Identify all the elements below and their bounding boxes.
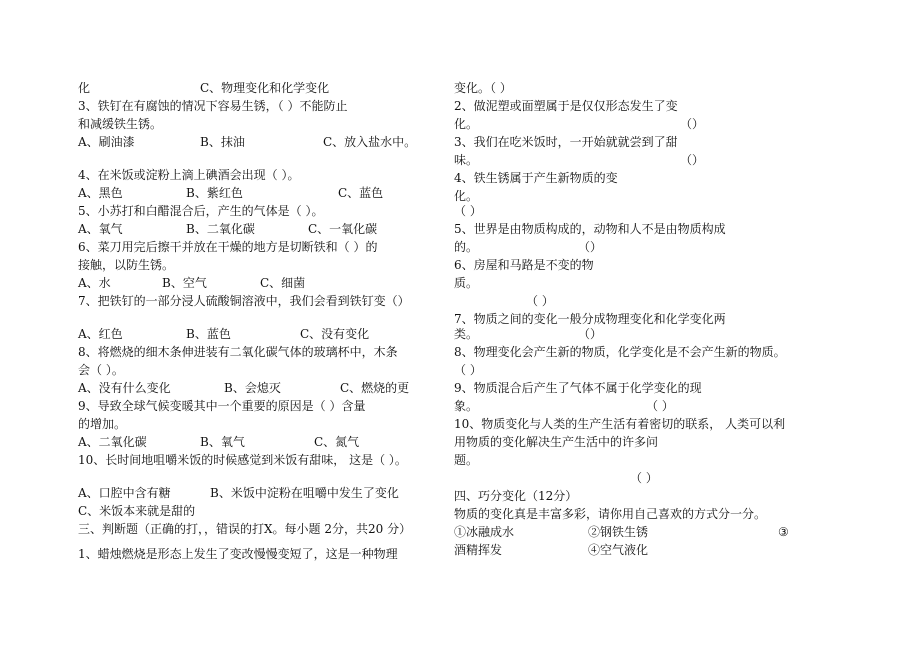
question-8: 8、将燃烧的细木条伸进装有二氧化碳气体的玻璃杯中，木条 [78, 345, 398, 359]
answer-bracket: （） [578, 240, 603, 254]
question-4: 4、在米饭或淀粉上滴上碘酒会出现（ ）。 [78, 168, 300, 182]
item-1: ①冰融成水 [454, 525, 515, 539]
option-fragment: 化 [78, 81, 91, 95]
option-c: C、氮气 [314, 435, 360, 449]
judge-question-6: 6、房屋和马路是不变的物 [454, 258, 594, 272]
option-a: A、水 [78, 276, 111, 290]
option-a: A、氧气 [78, 222, 123, 236]
judge-question-2: 2、做泥塑或面塑属于是仅仅形态发生了变 [454, 99, 678, 113]
section-3-heading: 三、判断题（正确的打，，错误的打X。每小题 2分，共20 分） [78, 522, 412, 536]
item-2: ②钢铁生锈 [588, 525, 649, 539]
text-fragment: 的。 [454, 240, 479, 254]
question-10-option-c: C、米饭本来就是甜的 [78, 504, 196, 518]
judge-question-9: 9、物质混合后产生了气体不属于化学变化的现 [454, 381, 702, 395]
judge-question-4: 4、铁生锈属于产生新物质的变 [454, 171, 618, 185]
right-column [454, 0, 804, 650]
text-fragment: 象。 [454, 399, 479, 413]
option-b: B、会熄灭 [224, 381, 281, 395]
option-a: A、二氧化碳 [78, 435, 147, 449]
option-c: C、细菌 [260, 276, 306, 290]
question-6: 6、菜刀用完后擦干并放在干燥的地方是切断铁和（ ）的 [78, 240, 378, 254]
option-c: C、没有变化 [300, 327, 370, 341]
option-a: A、口腔中含有糖 [78, 486, 171, 500]
item-3-marker: ③ [778, 525, 789, 539]
option-a: A、黑色 [78, 186, 123, 200]
judge-question-1: 1、蜡烛燃烧是形态上发生了变改慢慢变短了，这是一种物理 [78, 547, 398, 561]
answer-bracket: （ ） [454, 363, 482, 377]
item-3: 酒精挥发 [454, 543, 503, 557]
option-b: B、紫红色 [186, 186, 243, 200]
judge-question-10-cont: 用物质的变化解决生产生活中的许多问 [454, 435, 659, 449]
option-b: B、米饭中淀粉在咀嚼中发生了变化 [210, 486, 399, 500]
option-b: B、空气 [162, 276, 207, 290]
option-b: B、蓝色 [186, 327, 231, 341]
judge-question-6-cont: 质。 [454, 276, 479, 290]
question-6-cont: 接触，以防生锈。 [78, 258, 175, 272]
left-column [78, 0, 438, 650]
judge-question-7: 7、物质之间的变化一般分成物理变化和化学变化两 [454, 312, 726, 326]
question-9: 9、导致全球气候变暖其中一个重要的原因是（ ）含量 [78, 399, 366, 413]
option-b: B、抹油 [200, 135, 245, 149]
judge-question-10: 10、物质变化与人类的生产生活有着密切的联系， 人类可以利 [454, 417, 786, 431]
question-9-cont: 的增加。 [78, 417, 127, 431]
question-8-cont: 会（ ）。 [78, 363, 124, 377]
answer-bracket: （） [578, 327, 603, 341]
option-c: C、放入盐水中。 [323, 135, 417, 149]
item-4: ④空气液化 [588, 543, 649, 557]
text-fragment: 类。 [454, 327, 479, 341]
question-3-cont: 和减缓铁生锈。 [78, 117, 163, 131]
answer-bracket: （） [680, 153, 705, 167]
option-b: B、二氧化碳 [186, 222, 255, 236]
question-10: 10、长时间地咀嚼米饭的时候感觉到米饭有甜味， 这是（ ）。 [78, 453, 407, 467]
question-5: 5、小苏打和白醋混合后，产生的气体是（ ）。 [78, 204, 324, 218]
judge-question-8: 8、物理变化会产生新的物质，化学变化是不会产生新的物质。 [454, 345, 786, 359]
option-c: C、一氧化碳 [308, 222, 378, 236]
answer-bracket: （） [680, 117, 705, 131]
option-a: A、红色 [78, 327, 123, 341]
judge-question-4-cont: 化。 [454, 189, 479, 203]
text-fragment: 化。 [454, 117, 479, 131]
answer-bracket: （ ） [526, 294, 554, 308]
judge-question-5: 5、世界是由物质构成的，动物和人不是由物质构成 [454, 222, 726, 236]
judge-question-10-end: 题。 [454, 453, 479, 467]
answer-bracket: （ ） [646, 399, 674, 413]
section-4-instructions: 物质的变化真是丰富多彩，请你用自己喜欢的方式分一分。 [454, 507, 767, 521]
text-fragment: 味。 [454, 153, 479, 167]
option-c: C、物理变化和化学变化 [200, 81, 330, 95]
judge-question-1-cont: 变化。（ ） [454, 81, 512, 95]
judge-question-3: 3、我们在吃米饭时，一开始就就尝到了甜 [454, 135, 678, 149]
option-b: B、氧气 [200, 435, 245, 449]
answer-bracket: （ ） [630, 471, 658, 485]
answer-bracket: （ ） [454, 204, 482, 218]
question-7: 7、把铁钉的一部分浸人硫酸铜溶液中，我们会看到铁钉变（） [78, 294, 410, 308]
option-a: A、刷油漆 [78, 135, 135, 149]
option-c: C、燃烧的更 [340, 381, 410, 395]
section-4-heading: 四、巧分变化（12分） [454, 489, 578, 503]
question-3: 3、铁钉在有腐蚀的情况下容易生锈，（ ）不能防止 [78, 99, 348, 113]
option-c: C、蓝色 [338, 186, 384, 200]
option-a: A、没有什么变化 [78, 381, 171, 395]
